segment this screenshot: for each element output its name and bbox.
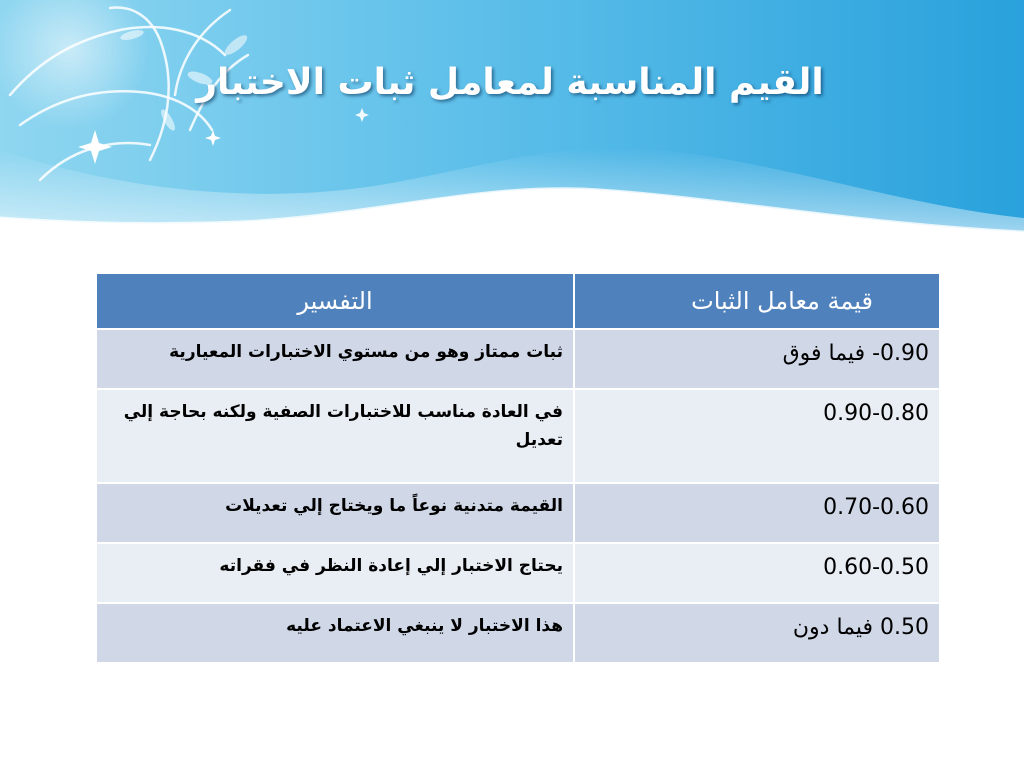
interpretation-cell: ثبات ممتاز وهو من مستوي الاختبارات المعيارية (96, 329, 574, 389)
table-header-row (96, 273, 940, 329)
value-cell: 0.90-0.80 (574, 389, 940, 483)
table-row (96, 483, 940, 543)
header-value: قيمة معامل الثبات (574, 273, 940, 329)
table-row (96, 389, 940, 483)
table-row (96, 603, 940, 663)
interpretation-cell: القيمة متدنية نوعاً ما ويختاج إلي تعديلات (96, 483, 574, 543)
table-row (96, 543, 940, 603)
value-cell: 0.50 فيما دون (574, 603, 940, 663)
slide-title: القيم المناسبة لمعامل ثبات الاختبار (196, 62, 824, 103)
value-cell: 0.60-0.50 (574, 543, 940, 603)
reliability-table (95, 272, 941, 664)
interpretation-cell: في العادة مناسب للاختبارات الصفية ولكنه بحاجة إلي تعديل (96, 389, 574, 483)
header-interpretation: التفسير (96, 273, 574, 329)
interpretation-cell: يحتاج الاختبار إلي إعادة النظر في فقراته (96, 543, 574, 603)
value-cell: 0.90- فيما فوق (574, 329, 940, 389)
header-banner (0, 0, 1024, 240)
table-row (96, 329, 940, 389)
value-cell: 0.70-0.60 (574, 483, 940, 543)
interpretation-cell: هذا الاختبار لا ينبغي الاعتماد عليه (96, 603, 574, 663)
